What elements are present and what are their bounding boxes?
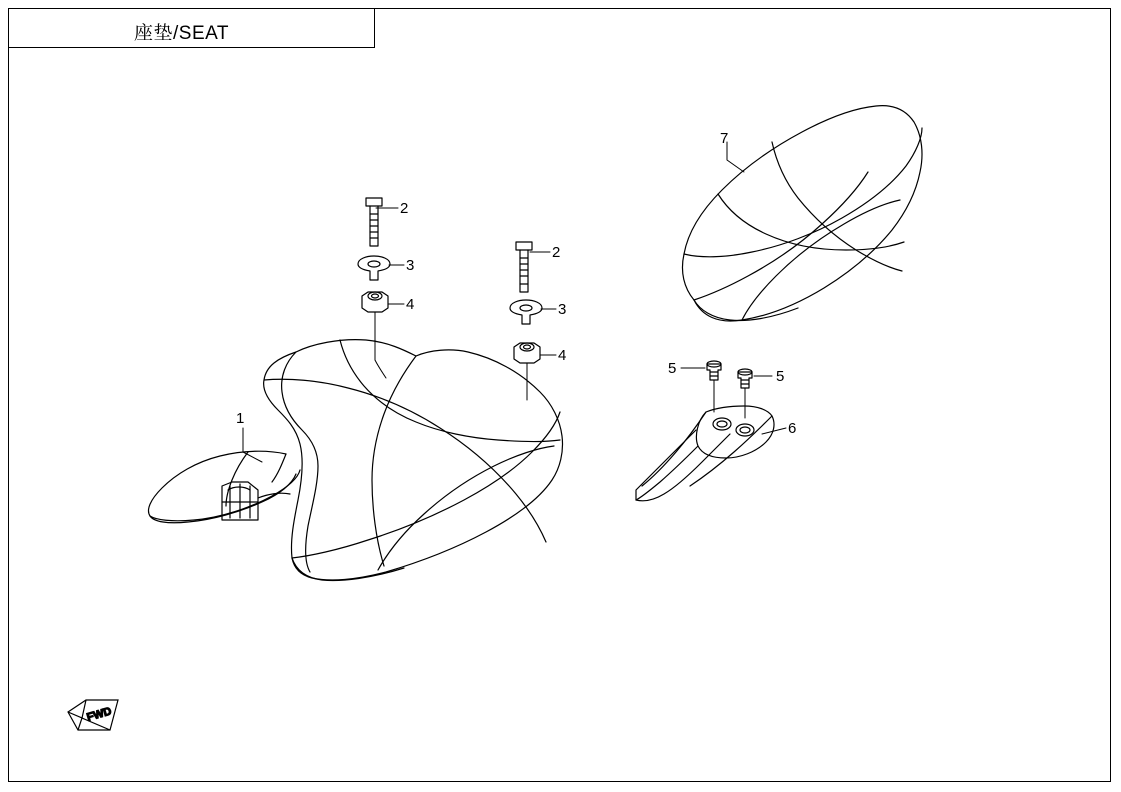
svg-text:FWD: FWD (85, 705, 113, 724)
callout-5-right: 5 (776, 368, 785, 385)
callout-2-left: 2 (400, 200, 409, 217)
callout-3-left: 3 (406, 257, 415, 274)
callout-5-left: 5 (668, 360, 677, 377)
callout-4-left: 4 (406, 296, 415, 313)
page-title: 座垫/SEAT (134, 23, 229, 44)
callout-3-right: 3 (558, 301, 567, 318)
callout-2-right: 2 (552, 244, 561, 261)
callout-4-right: 4 (558, 347, 567, 364)
callout-7: 7 (720, 130, 729, 147)
callout-1: 1 (236, 410, 245, 427)
page-border (8, 8, 1111, 782)
callout-6: 6 (788, 420, 797, 437)
